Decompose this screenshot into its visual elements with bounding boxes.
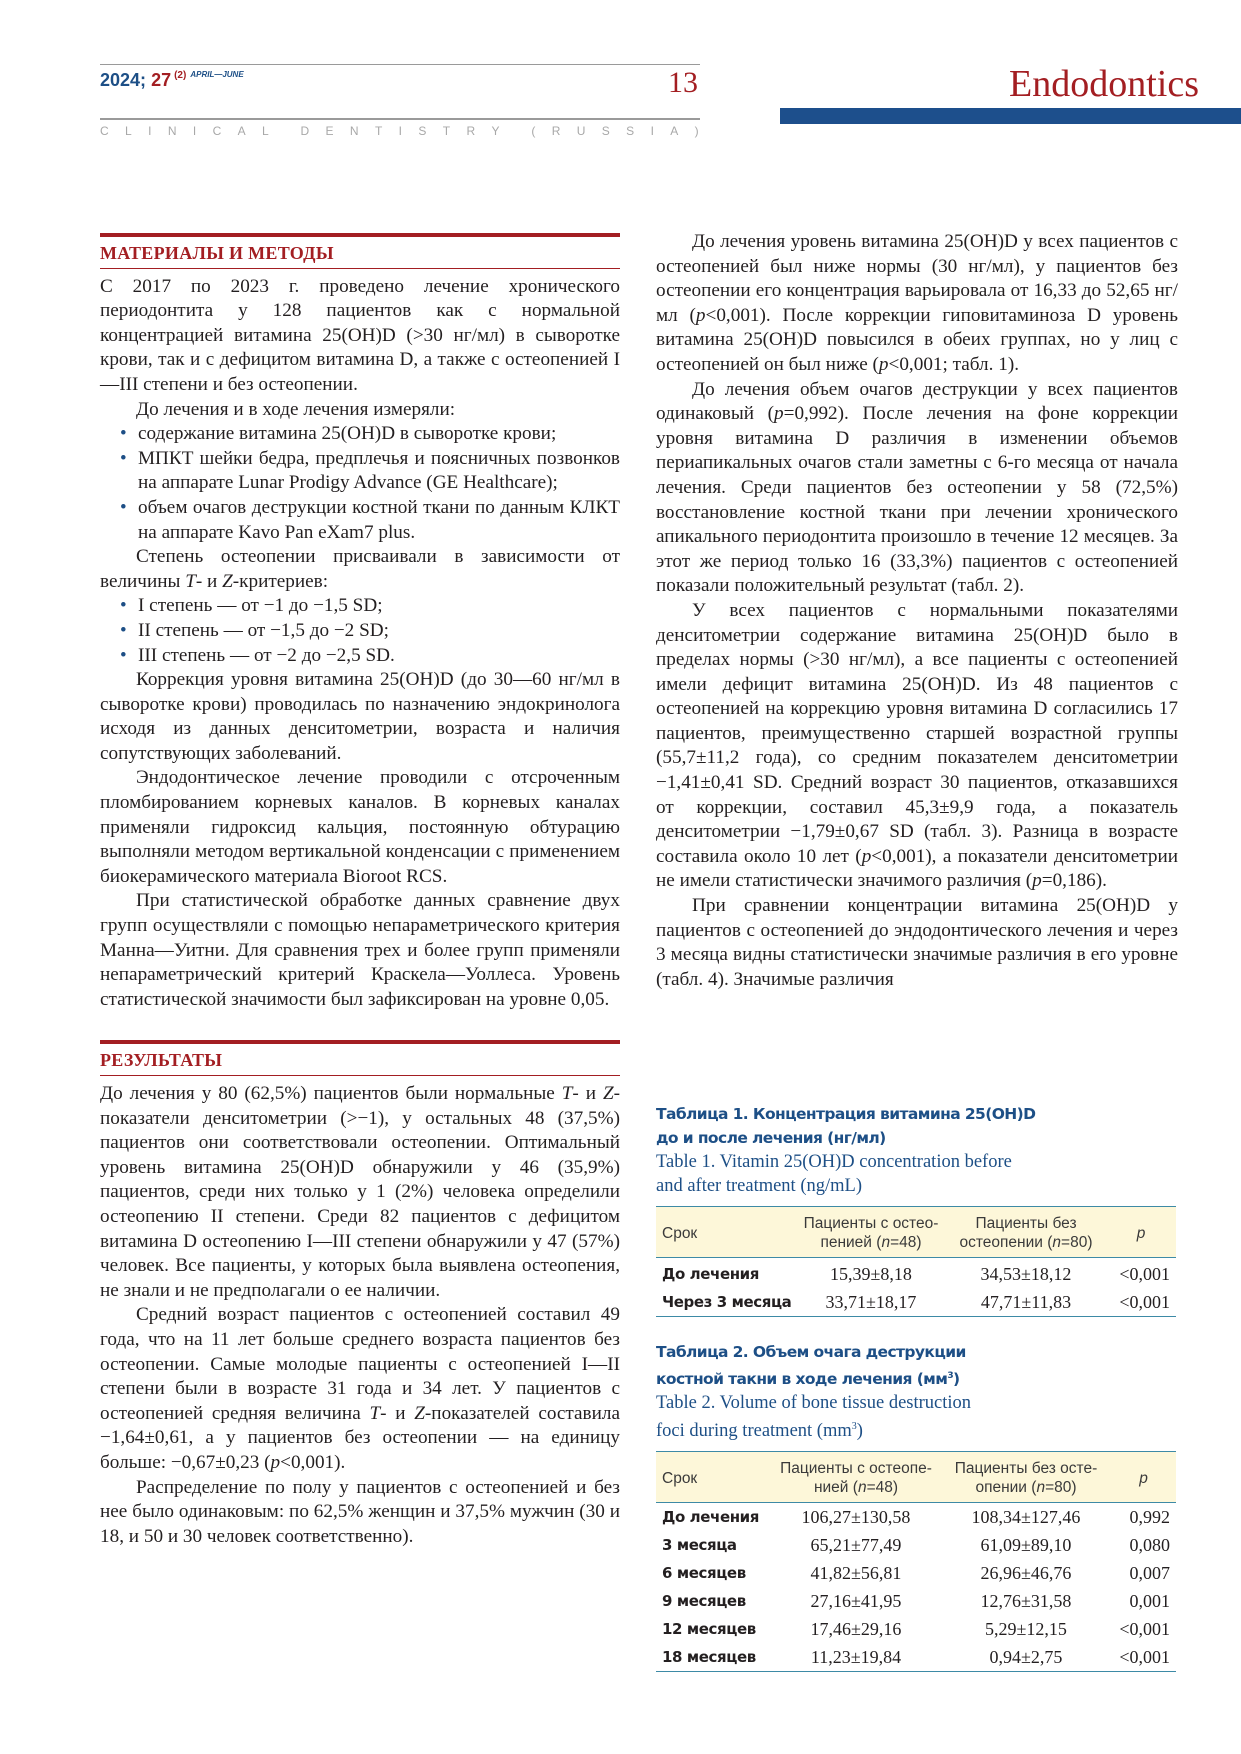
table-1-grid — [656, 1206, 1176, 1317]
text-run: Пациенты с остеопе- — [780, 1460, 932, 1478]
text-run: T — [369, 1402, 381, 1424]
journal-letter: N — [167, 124, 178, 138]
methods-paragraph: Коррекция уровня витамина 25(OH)D (до 30—60 нг/мл в сыворотке крови) проводилась по назначению эндокринолога исходя из данных денситометрии, возраста и наличия сопутствующих заболеваний. — [100, 669, 620, 764]
text-run: - и — [195, 570, 223, 592]
text-run: - и — [572, 1083, 603, 1104]
methods-paragraph: При статистической обработке данных сравнение двух групп осуществляли с помощью непараметрического критерия Манна—Уитни. Для сравнения трех и более групп применяли непараметрический критерий Краскела—Уоллеса. Уровень статистической значимости был зафиксирован на уровне 0,05. — [100, 890, 620, 1010]
table-row — [656, 1643, 1176, 1672]
table-1-title-ru — [656, 1102, 1176, 1150]
text-run: =80) — [1045, 1479, 1077, 1497]
journal-letter: A — [670, 124, 680, 138]
row-label: До лечения — [662, 1508, 760, 1527]
journal-letter: R — [466, 124, 477, 138]
text-run: n — [1036, 1479, 1046, 1497]
row-label: До лечения — [662, 1265, 760, 1283]
column-header-term: Срок — [656, 1452, 771, 1503]
text-run: foci during treatment (mm — [656, 1421, 852, 1442]
journal-letter: L — [262, 124, 270, 138]
text-run: p — [695, 304, 706, 326]
journal-letter: I — [650, 124, 655, 138]
title-line — [656, 1415, 1176, 1443]
cell-no-osteopenia: 5,29±12,15 — [985, 1619, 1067, 1640]
text-run: Пациенты без — [975, 1215, 1077, 1232]
text-run: n — [857, 1479, 867, 1497]
text-run: пенией ( — [820, 1234, 882, 1251]
page-number: 13 — [668, 66, 698, 99]
cell-no-osteopenia: 26,96±46,76 — [980, 1563, 1072, 1584]
results-paragraph: При сравнении концентрации витамина 25(OH)D у пациентов с остеопенией до эндодонтического лечения и через 3 месяца видны статистически значимые различия в его уровне (табл. 4). Значимые различия — [656, 895, 1178, 990]
right-column — [656, 230, 1178, 992]
text-run: =48) — [866, 1479, 899, 1497]
left-column — [100, 233, 620, 1549]
row-label: Через 3 месяца — [656, 1288, 796, 1317]
row-label: 6 месяцев — [662, 1564, 746, 1583]
text-run: p — [774, 403, 784, 425]
list-item: • объем очагов деструкции костной ткани по данным КЛКТ на аппарате Kavo Pan eXam7 plus. — [120, 496, 620, 545]
cell-p: <0,001 — [1119, 1619, 1170, 1640]
text-run: n — [1052, 1234, 1062, 1251]
grades-list — [100, 594, 620, 668]
table-row — [656, 1288, 1176, 1317]
list-item: • МПКТ шейки бедра, предплечья и поясничных позвонков на аппарате Lunar Prodigy Advance (GE Healthcare); — [120, 447, 620, 496]
journal-letter: I — [398, 124, 404, 138]
title-line — [656, 1364, 1176, 1391]
text-run: У всех пациентов с нормальными показателями денситометрии содержание витамина 25(OH)D было в пределах нормы (>30 нг/мл), а все пациенты с остеопенией имели дефицит витамина 25(OH)D. Из 48 пациентов с остеопенией на коррекцию уровня витамина D согласились 17 пациентов, преимущественно старшей возрастной группы (55,7±11,2 года), со средним показателем денситометрии −1,41±0,41 SD. Средний возраст 30 пациентов, отказавшихся от коррекции, составил 45,3±9,9 года, а показатель денситометрии −1,79±0,67 SD (табл. 3). Разница в возрасте составила около 10 лет ( — [656, 599, 1178, 867]
text-run: T — [185, 570, 196, 592]
cell-osteopenia: 41,82±56,81 — [810, 1563, 902, 1584]
column-header-osteopenia — [771, 1452, 941, 1503]
table-row — [656, 1531, 1176, 1559]
cell-p: 0,992 — [1129, 1507, 1170, 1528]
cell-no-osteopenia: 61,09±89,10 — [980, 1535, 1072, 1556]
row-label: 18 месяцев — [656, 1643, 771, 1672]
text-run: =48) — [890, 1234, 922, 1251]
column-header-term: Срок — [656, 1207, 796, 1258]
journal-letter: L — [125, 124, 133, 138]
cell-p: <0,001 — [1119, 1264, 1170, 1284]
cell-p: 0,080 — [1129, 1535, 1170, 1556]
text-run: =80) — [1061, 1234, 1093, 1251]
text-run: костной такни в ходе лечения (мм — [656, 1370, 948, 1389]
text-run: 3 — [851, 1421, 857, 1433]
list-item: • III степень — от −2 до −2,5 SD. — [120, 644, 620, 669]
journal-letter: S — [418, 124, 428, 138]
title-line: Таблица 1. Концентрация витамина 25(OH)D — [656, 1105, 1036, 1123]
text-run: Z — [414, 1402, 425, 1424]
text-run: Пациенты без осте- — [954, 1460, 1098, 1478]
journal-letter: S — [601, 124, 611, 138]
cell-no-osteopenia: 108,34±127,46 — [971, 1507, 1081, 1528]
journal-letter: C — [212, 124, 223, 138]
text-run: <0,001). После коррекции гиповитаминоза D уровень витамина 25(OH)D повысился в обеих группах, но у лиц с остеопенией он был ниже ( — [656, 304, 1178, 375]
methods-paragraph: Эндодонтическое лечение проводили с отсроченным пломбированием корневых каналов. В корневых каналах применяли гидроксид кальция, постоянную обтурацию выполняли методом вертикальной конденсации с применением биокерамического материала Bioroot RCS. — [100, 767, 620, 887]
text-run: p — [861, 845, 872, 867]
results-paragraph — [656, 599, 1178, 894]
table-2-title-ru — [656, 1340, 1176, 1391]
text-run: Пациенты с остео- — [803, 1215, 939, 1232]
column-header-no-osteopenia — [946, 1207, 1106, 1258]
cell-osteopenia: 106,27±130,58 — [801, 1507, 911, 1528]
table-2-title-en — [656, 1391, 1176, 1443]
journal-letter: Y — [491, 124, 501, 138]
text-run: =0,992). После лечения на фоне коррекции уровня витамина D различия в изменении объемов периапикальных очагов стали заметны с 6-го месяца от начала лечения. Среди пациентов без остеопении у 58 (72,5%) восстановление костной ткани при лечении хронического апикального периодонтита произошло в течение 12 месяцев. За этот же период только 16 (33,3%) пациентов с остеопенией показали положительный результат (табл. 2). — [656, 403, 1179, 597]
section-color-bar — [780, 108, 1241, 124]
journal-letter: T — [442, 124, 452, 138]
column-header-p: p — [1111, 1452, 1176, 1503]
text-run: =0,186). — [1041, 870, 1107, 892]
issue-number: (2) — [174, 70, 187, 81]
cell-osteopenia: 33,71±18,17 — [796, 1288, 946, 1317]
title-line: and after treatment (ng/mL) — [656, 1176, 862, 1196]
cell-osteopenia: 17,46±29,16 — [810, 1619, 902, 1640]
cell-no-osteopenia: 34,53±18,12 — [980, 1264, 1072, 1284]
list-item: • содержание витамина 25(OH)D в сыворотке крови; — [120, 422, 620, 447]
text-run: ) — [953, 1370, 960, 1389]
text-run: -показателей составила −1,64±0,61, а у пациентов без остеопении — на единицу больше: −0,67±0,23 ( — [100, 1402, 620, 1473]
title-line: Table 1. Vitamin 25(OH)D concentration before — [656, 1152, 1012, 1172]
text-run: опении ( — [975, 1479, 1037, 1497]
section-spacer — [100, 1012, 620, 1040]
table-header-row — [656, 1207, 1176, 1258]
issue-months: APRIL—JUNE — [190, 70, 244, 79]
cell-osteopenia: 27,16±41,95 — [810, 1591, 902, 1612]
text-run: <0,001; табл. 1). — [888, 353, 1020, 375]
cell-osteopenia: 65,21±77,49 — [810, 1535, 902, 1556]
results-paragraph — [100, 1082, 620, 1303]
text-run: Z — [222, 570, 233, 592]
issue-info — [100, 70, 244, 91]
cell-p: 0,001 — [1129, 1591, 1170, 1612]
text-run: <0,001). — [280, 1451, 346, 1473]
text-run: ) — [856, 1421, 863, 1442]
journal-letter: N — [349, 124, 360, 138]
table-row — [656, 1615, 1176, 1643]
journal-letter: T — [374, 124, 384, 138]
journal-letter: D — [300, 124, 311, 138]
journal-letter: E — [325, 124, 335, 138]
methods-paragraph — [100, 545, 620, 594]
text-run: -показатели денситометрии (>−1), у остальных 48 (37,5%) пациентов они соответствовали остеопении. Оптимальный уровень витамина 25(OH)D обнаружили у 46 (35,9%) пациентов, среди них только у 1 (2%) человека определили остеопению II степени. Среди 82 пациентов с дефицитом витамина D остеопению I—III степени обнаружили у 47 (57%) человек. Все пациенты, у которых была выявлена остеопения, не знали и не предполагали о ее наличии. — [100, 1083, 620, 1301]
title-line: Таблица 2. Объем очага деструкции — [656, 1343, 966, 1361]
text-run: До лечения уровень витамина 25(OH)D у всех пациентов с остеопенией был ниже нормы (30 нг/мл), у пациентов без остеопении его концентрация варьировала от 16,33 до 52,65 нг/мл ( — [656, 231, 1178, 326]
journal-letter: U — [576, 124, 587, 138]
text-run: - и — [380, 1402, 415, 1424]
text-run: остеопении ( — [959, 1234, 1053, 1251]
list-item: • II степень — от −1,5 до −2 SD; — [120, 619, 620, 644]
text-run: нией ( — [813, 1479, 858, 1497]
journal-letter: S — [626, 124, 636, 138]
issue-volume: 27 — [151, 70, 172, 90]
journal-name — [100, 124, 700, 138]
journal-letter: R — [551, 124, 562, 138]
text-run: T — [561, 1083, 573, 1104]
results-paragraph — [656, 378, 1178, 599]
methods-heading: МАТЕРИАЛЫ И МЕТОДЫ — [100, 233, 620, 269]
results-paragraph — [100, 1303, 620, 1475]
list-item: • I степень — от −1 до −1,5 SD; — [120, 594, 620, 619]
text-run: -критериев: — [232, 570, 329, 592]
header-mid-rule — [100, 118, 700, 120]
text-run: 3 — [947, 1371, 953, 1381]
cell-no-osteopenia: 47,71±11,83 — [946, 1288, 1106, 1317]
text-run: Z — [602, 1083, 614, 1104]
row-label: 9 месяцев — [662, 1592, 746, 1611]
issue-year: 2024; — [100, 70, 147, 90]
results-heading: РЕЗУЛЬТАТЫ — [100, 1040, 620, 1076]
row-label: 12 месяцев — [662, 1620, 756, 1639]
table-row — [656, 1559, 1176, 1587]
results-paragraph — [656, 230, 1178, 378]
header-top-rule — [100, 64, 700, 65]
section-title: Endodontics — [1009, 63, 1199, 105]
journal-letter: C — [100, 124, 110, 138]
journal-letter: ) — [694, 124, 700, 138]
table-row — [656, 1258, 1176, 1289]
table-2-grid — [656, 1451, 1176, 1672]
text-run: До лечения объем очагов деструкции у всех пациентов одинаковый ( — [656, 378, 1178, 425]
journal-letter: A — [237, 124, 247, 138]
results-paragraph: Распределение по полу у пациентов с остеопенией и без нее было одинаковым: по 62,5% женщин и 37,5% мужчин (30 и 18, и 50 и 30 человек соответственно). — [100, 1476, 620, 1547]
cell-p: <0,001 — [1106, 1288, 1176, 1317]
text-run: <0,001), а показатели денситометрии не имели статистически значимого различия ( — [656, 845, 1178, 892]
table-row — [656, 1587, 1176, 1615]
cell-p: 0,007 — [1129, 1563, 1170, 1584]
cell-no-osteopenia: 12,76±31,58 — [980, 1591, 1072, 1612]
row-label: 3 месяца — [662, 1536, 737, 1555]
cell-p: <0,001 — [1111, 1643, 1176, 1672]
table-1 — [656, 1102, 1176, 1317]
column-header-osteopenia — [796, 1207, 946, 1258]
journal-letter: I — [148, 124, 153, 138]
column-header-p: p — [1106, 1207, 1176, 1258]
methods-paragraph: До лечения и в ходе лечения измеряли: — [136, 398, 456, 420]
cell-no-osteopenia: 0,94±2,75 — [941, 1643, 1111, 1672]
table-2 — [656, 1340, 1176, 1672]
table-1-title-en — [656, 1150, 1176, 1198]
title-line: Table 2. Volume of bone tissue destruction — [656, 1393, 972, 1414]
methods-paragraph: С 2017 по 2023 г. проведено лечение хронического периодонтита у 128 пациентов как с нормальной концентрацией витамина 25(OH)D (>30 нг/мл) в сыворотке крови, так и с дефицитом витамина D, а также с остеопенией I—III степени и без остеопении. — [100, 275, 620, 395]
text-run: n — [881, 1234, 891, 1251]
text-run: p — [270, 1451, 281, 1473]
title-line: до и после лечения (нг/мл) — [656, 1129, 886, 1147]
journal-letter: ( — [531, 124, 537, 138]
table-row — [656, 1503, 1176, 1532]
measured-list — [100, 422, 620, 545]
text-run: До лечения у 80 (62,5%) пациентов были нормальные — [100, 1083, 562, 1104]
text-run: p — [878, 353, 889, 375]
cell-osteopenia: 15,39±8,18 — [830, 1264, 912, 1284]
text-run: Степень остеопении присваивали в зависимости от величины — [100, 546, 620, 592]
journal-letter: I — [192, 124, 198, 138]
cell-osteopenia: 11,23±19,84 — [771, 1643, 941, 1672]
table-header-row — [656, 1452, 1176, 1503]
text-run: Средний возраст пациентов с остеопенией составил 49 года, что на 11 лет больше среднего возраста пациентов без остеопении. Самые молодые пациенты с остеопенией I—II степени были в возрасте 31 года и 34 лет. У пациентов с остеопенией средняя величина — [100, 1304, 620, 1424]
column-header-no-osteopenia — [941, 1452, 1111, 1503]
text-run: p — [1032, 870, 1042, 892]
